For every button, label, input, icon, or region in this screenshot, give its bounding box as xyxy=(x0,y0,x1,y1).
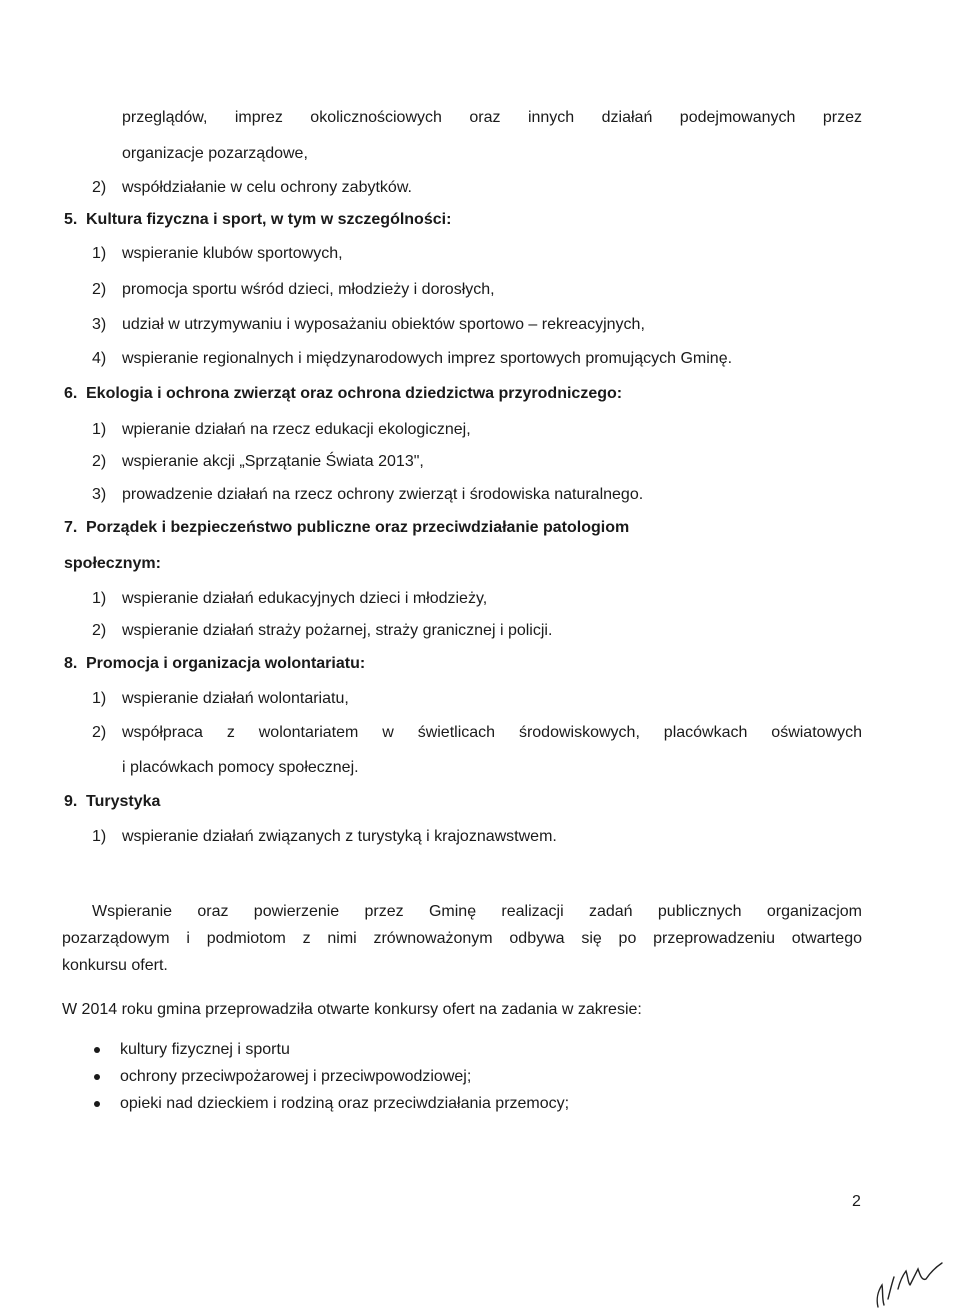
section-7-title-line-1: Porządek i bezpieczeństwo publiczne oraz przeciwdziałanie patologiom xyxy=(86,519,630,536)
paragraph-2: W 2014 roku gmina przeprowadziła otwarte konkursy ofert na zadania w zakresie: xyxy=(62,1001,642,1018)
section-7-number: 7. xyxy=(64,519,78,536)
section-7-item-1-text: wspieranie działań edukacyjnych dzieci i młodzieży, xyxy=(122,590,488,607)
section-6-item-1-text: wpieranie działań na rzecz edukacji ekologicznej, xyxy=(122,421,471,438)
bullet-item-2: ochrony przeciwpożarowej i przeciwpowodziowej; xyxy=(120,1068,472,1085)
bullet-item-3: opieki nad dzieckiem i rodziną oraz przeciwdziałania przemocy; xyxy=(120,1095,570,1112)
intro-line-2: organizacje pozarządowe, xyxy=(122,145,308,162)
section-5-item-2-number: 2) xyxy=(92,281,107,298)
section-6-item-2-number: 2) xyxy=(92,453,107,470)
section-5-number: 5. xyxy=(64,211,78,228)
section-5-item-1-number: 1) xyxy=(92,245,107,262)
section-9-number: 9. xyxy=(64,793,78,810)
section-5-item-4-number: 4) xyxy=(92,350,107,367)
section-6-item-3-number: 3) xyxy=(92,486,107,503)
section-7-item-2-text: wspieranie działań straży pożarnej, straży granicznej i policji. xyxy=(122,622,553,639)
section-9-item-1-number: 1) xyxy=(92,828,107,845)
section-8-number: 8. xyxy=(64,655,78,672)
section-6-item-3-text: prowadzenie działań na rzecz ochrony zwierząt i środowiska naturalnego. xyxy=(122,486,644,503)
paragraph-1-line-2: pozarządowym i podmiotom z nimi zrównoważonym odbywa się po przeprowadzeniu otwartego xyxy=(62,930,862,947)
page-number: 2 xyxy=(852,1193,861,1210)
section-8-item-2-text-continued: i placówkach pomocy społecznej. xyxy=(122,759,359,776)
intro-item-2-text: współdziałanie w celu ochrony zabytków. xyxy=(122,179,412,196)
section-5-item-3-number: 3) xyxy=(92,316,107,333)
section-6-item-1-number: 1) xyxy=(92,421,107,438)
section-5-item-3-text: udział w utrzymywaniu i wyposażaniu obiektów sportowo – rekreacyjnych, xyxy=(122,316,645,333)
section-5-item-1-text: wspieranie klubów sportowych, xyxy=(122,245,343,262)
bullet-icon xyxy=(94,1047,100,1053)
paragraph-1-line-3: konkursu ofert. xyxy=(62,957,168,974)
section-7-title-line-2: społecznym: xyxy=(64,555,161,572)
section-8-title: Promocja i organizacja wolontariatu: xyxy=(86,655,366,672)
section-5-item-4-text: wspieranie regionalnych i międzynarodowych imprez sportowych promujących Gminę. xyxy=(122,350,733,367)
section-7-item-1-number: 1) xyxy=(92,590,107,607)
section-6-item-2-text: wspieranie akcji „Sprzątanie Świata 2013", xyxy=(122,453,424,470)
bullet-icon xyxy=(94,1101,100,1107)
section-8-item-2-text: współpraca z wolontariatem w świetlicach środowiskowych, placówkach oświatowych xyxy=(122,724,862,741)
section-6-title: Ekologia i ochrona zwierząt oraz ochrona dziedzictwa przyrodniczego: xyxy=(86,385,623,402)
section-9-title: Turystyka xyxy=(86,793,161,810)
section-8-item-1-number: 1) xyxy=(92,690,107,707)
section-5-item-2-text: promocja sportu wśród dzieci, młodzieży i dorosłych, xyxy=(122,281,495,298)
section-8-item-2-number: 2) xyxy=(92,724,107,741)
section-8-item-1-text: wspieranie działań wolontariatu, xyxy=(122,690,349,707)
section-6-number: 6. xyxy=(64,385,78,402)
intro-item-2-number: 2) xyxy=(92,179,107,196)
section-7-item-2-number: 2) xyxy=(92,622,107,639)
handwritten-signature xyxy=(870,1255,950,1311)
section-9-item-1-text: wspieranie działań związanych z turystyką i krajoznawstwem. xyxy=(122,828,557,845)
bullet-item-1: kultury fizycznej i sportu xyxy=(120,1041,290,1058)
intro-line-1: przeglądów, imprez okolicznościowych oraz innych działań podejmowanych przez xyxy=(122,109,862,126)
bullet-icon xyxy=(94,1074,100,1080)
section-5-title: Kultura fizyczna i sport, w tym w szczególności: xyxy=(86,211,452,228)
paragraph-1-line-1: Wspieranie oraz powierzenie przez Gminę realizacji zadań publicznych organizacjom xyxy=(92,903,862,920)
